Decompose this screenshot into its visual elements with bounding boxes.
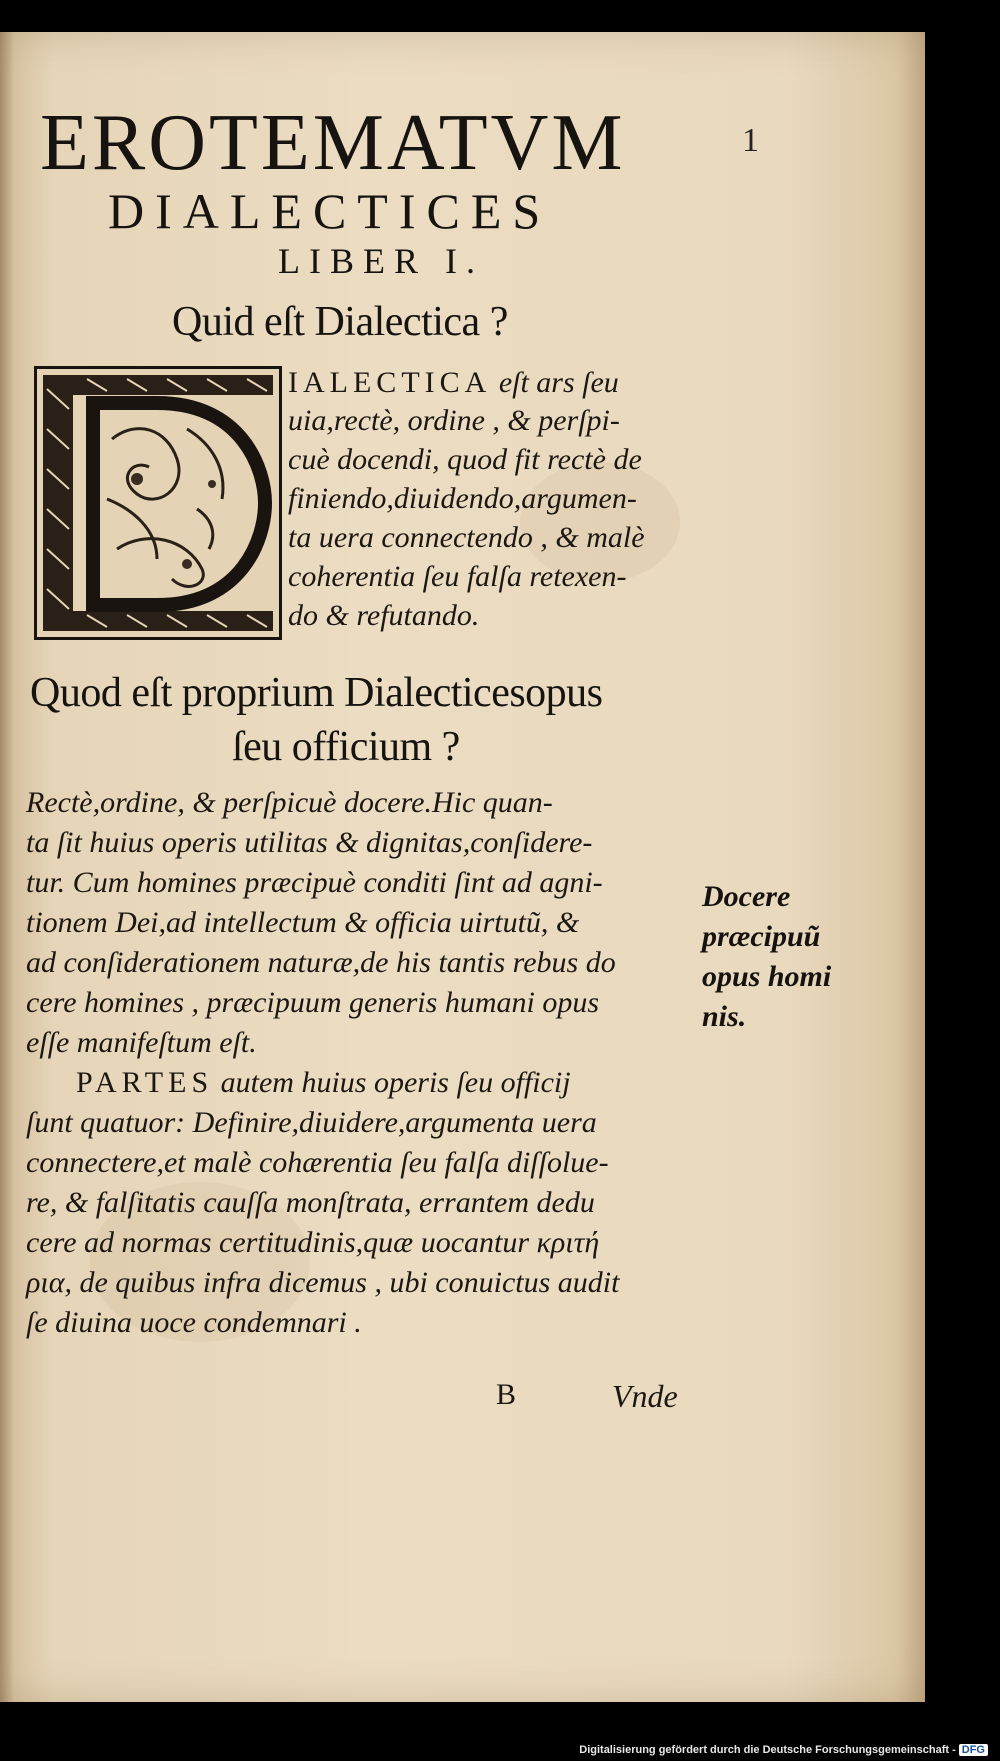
drop-cap-line <box>288 366 619 400</box>
title-line-3: LIBER I. <box>278 241 484 281</box>
body-line: ρια, de quibus infra dicemus , ubi conuictus audit <box>26 1266 620 1299</box>
title-line-1: EROTEMATVM <box>40 99 626 187</box>
body-line: ſunt quatuor: Definire,diuidere,argumenta uera <box>26 1106 597 1139</box>
body-line: connectere,et malè cohærentia ſeu falſa diſſolue- <box>26 1146 609 1179</box>
credit-text: Digitalisierung gefördert durch die Deutsche Forschungsgemeinschaft - <box>579 1744 956 1756</box>
body-line: tionem Dei,ad intellectum & officia uirtutũ, & <box>26 906 580 939</box>
drop-cap-line: uia,rectè, ordine , & perſpi- <box>288 404 620 437</box>
body-line <box>76 1066 571 1100</box>
drop-cap-text: eſt ars ſeu <box>491 366 619 399</box>
body-line: cere ad normas certitudinis,quæ uocantur κριτή <box>26 1226 600 1259</box>
marginal-note-line: nis. <box>702 1000 747 1033</box>
body-line: tur. Cum homines præcipuè conditi ſint ad agni- <box>26 866 603 899</box>
body-text: autem huius operis ſeu officij <box>213 1066 571 1099</box>
heading-question-2-line-2: ſeu officium ? <box>232 724 460 770</box>
marginal-note-line: Docere <box>702 880 791 913</box>
drop-cap-caps: IALECTICA <box>288 366 492 399</box>
body-line: eſſe manifeſtum eſt. <box>26 1026 257 1059</box>
catchword: Vnde <box>612 1378 678 1414</box>
heading-question-2-line-1: Quod eſt proprium Dialecticesopus <box>30 670 603 716</box>
body-line: ta ſit huius operis utilitas & dignitas,conſidere- <box>26 826 593 859</box>
marginal-note-line: præcipuũ <box>702 920 821 953</box>
body-line: ſe diuina uoce condemnari . <box>26 1306 362 1339</box>
drop-cap-line: ta uera connectendo , & malè <box>288 521 645 554</box>
marginal-note-line: opus homi <box>702 960 832 993</box>
body-line: re, & falſitatis cauſſa monſtrata, errantem dedu <box>26 1186 595 1219</box>
decorated-initial <box>34 366 282 640</box>
dfg-logo: DFG <box>959 1744 988 1756</box>
drop-cap-line: do & refutando. <box>288 599 480 632</box>
body-line: Rectè,ordine, & perſpicuè docere.Hic quan- <box>26 786 553 819</box>
signature-mark: B <box>496 1378 517 1411</box>
body-line: ad conſiderationem naturæ,de his tantis rebus do <box>26 946 616 979</box>
page-number: 1 <box>742 122 759 159</box>
drop-cap-line: cuè docendi, quod fit rectè de <box>288 443 642 476</box>
drop-cap-line: finiendo,diuidendo,argumen- <box>288 482 637 515</box>
decorated-initial-art <box>37 369 279 637</box>
body-line: cere homines , præcipuum generis humani opus <box>26 986 599 1019</box>
title-line-2: DIALECTICES <box>108 183 552 239</box>
page-gutter-shadow <box>0 32 14 1702</box>
body-caps: PARTES <box>76 1066 214 1099</box>
heading-question-1: Quid eſt Dialectica ? <box>172 299 508 345</box>
drop-cap-line: coherentia ſeu falſa retexen- <box>288 560 627 593</box>
digitization-credit <box>579 1744 988 1756</box>
